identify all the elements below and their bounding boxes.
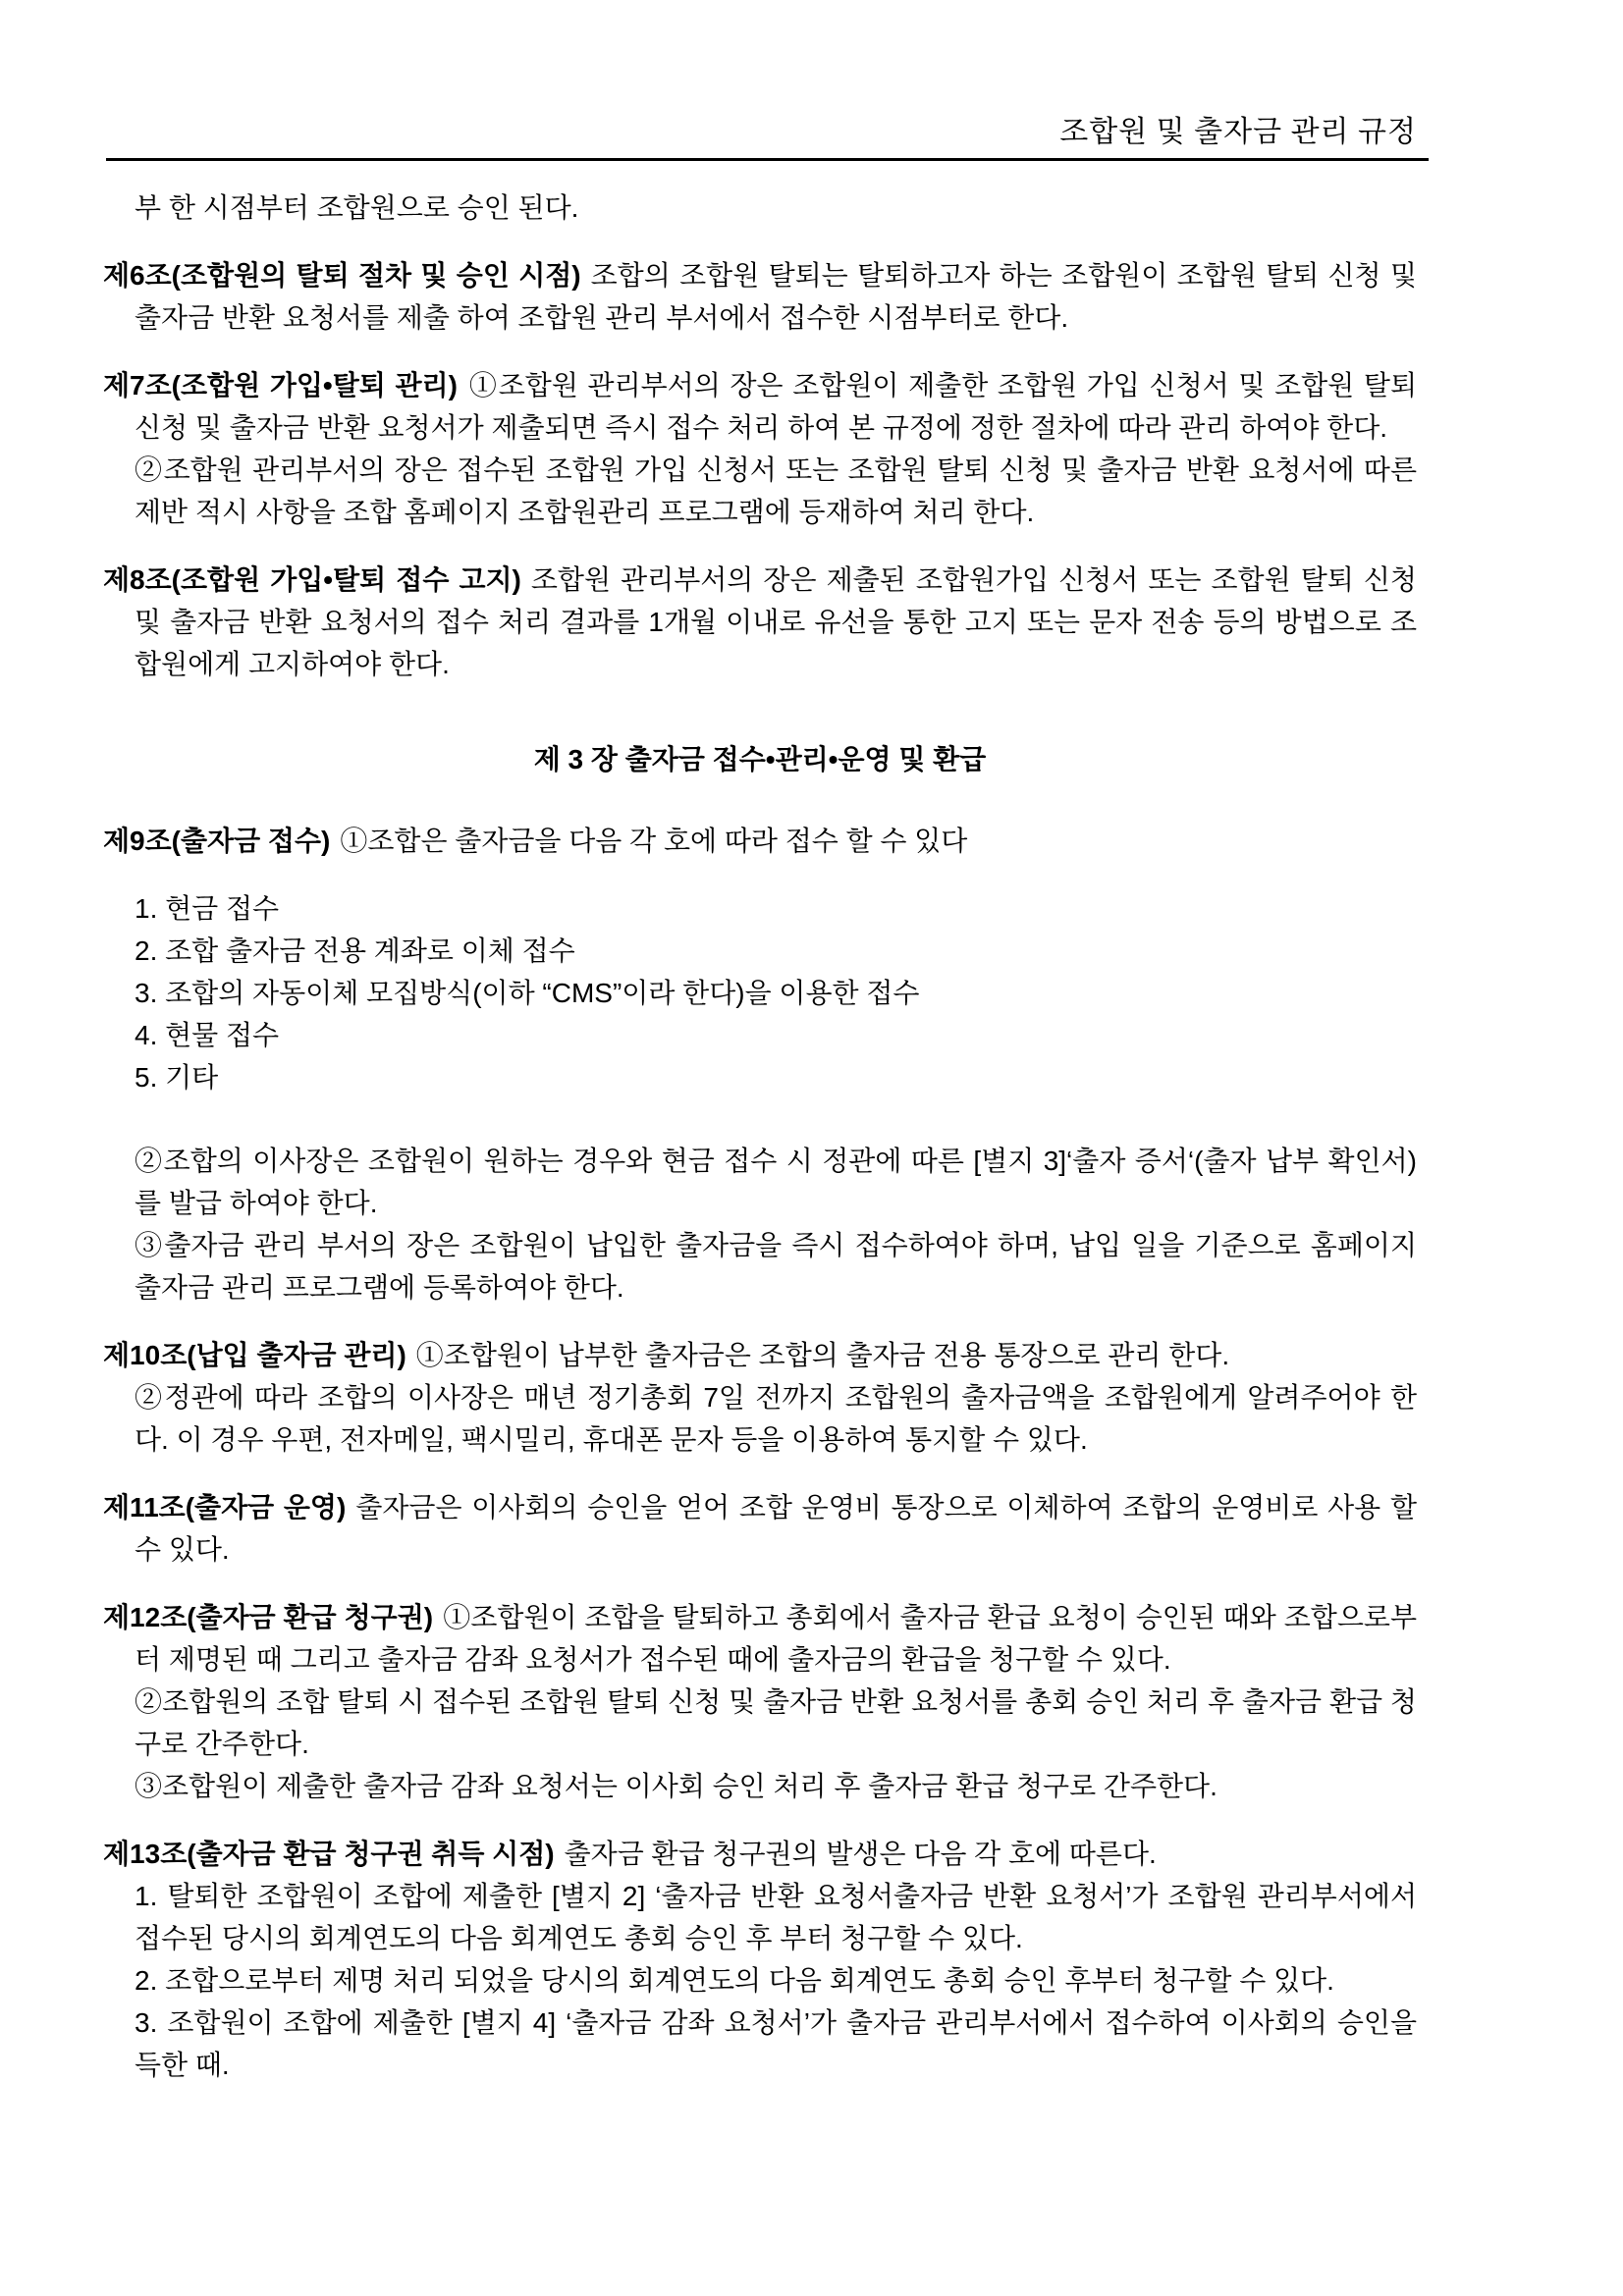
continuation-paragraph-text: 부 한 시점부터 조합원으로 승인 된다. xyxy=(135,192,579,223)
article-9-list-item-1: 1. 현금 접수 xyxy=(135,893,280,924)
header-rule xyxy=(106,158,1429,161)
article-13-heading: 제13조(출자금 환급 청구권 취득 시점) xyxy=(103,1839,555,1869)
article-13-text: 출자금 환급 청구권의 발생은 다음 각 호에 따른다. xyxy=(564,1839,1157,1869)
article-8-paragraph xyxy=(103,559,1417,685)
article-9-paragraph-1 xyxy=(103,820,1417,862)
article-12-paragraph-3: ③조합원이 제출한 출자금 감좌 요청서는 이사회 승인 처리 후 출자금 환급 청구로 간주한다. xyxy=(135,1771,1217,1801)
article-12-text: ①조합원이 조합을 탈퇴하고 총회에서 출자금 환급 요청이 승인된 때와 조합으로부터 제명된 때 그리고 출자금 감좌 요청서가 접수된 때에 출자금의 환급을 청구할 수 있다. xyxy=(135,1602,1417,1675)
article-12-heading: 제12조(출자금 환급 청구권) xyxy=(103,1602,434,1632)
article-7-heading: 제7조(조합원 가입•탈퇴 관리) xyxy=(103,370,458,400)
article-10-text: ①조합원이 납부한 출자금은 조합의 출자금 전용 통장으로 관리 한다. xyxy=(415,1340,1230,1370)
article-11-heading: 제11조(출자금 운영) xyxy=(103,1492,347,1522)
article-7-paragraph-1 xyxy=(103,364,1417,449)
chapter-3-heading: 제 3 장 출자금 접수•관리•운영 및 환급 xyxy=(533,744,987,774)
article-7-paragraph-2: ②조합원 관리부서의 장은 접수된 조합원 가입 신청서 또는 조합원 탈퇴 신청 및 출자금 반환 요청서에 따른 제반 적시 사항을 조합 홈페이지 조합원관리 프로그램에 등재하여 처리 한다. xyxy=(135,454,1417,527)
article-6-paragraph xyxy=(103,254,1417,339)
article-10-heading: 제10조(납입 출자금 관리) xyxy=(103,1340,406,1370)
article-12-paragraph-1 xyxy=(103,1596,1417,1681)
article-8-text: 조합원 관리부서의 장은 제출된 조합원가입 신청서 또는 조합원 탈퇴 신청 및 출자금 반환 요청서의 접수 처리 결과를 1개월 이내로 유선을 통한 고지 또는 문자 전송 등의 방법으로 조합원에게 고지하여야 한다. xyxy=(135,564,1417,679)
article-10-paragraph-1 xyxy=(103,1334,1417,1376)
article-10 xyxy=(103,1334,1417,1461)
article-9-paragraph-3: ③출자금 관리 부서의 장은 조합원이 납입한 출자금을 즉시 접수하여야 하며, 납입 일을 기준으로 홈페이지 출자금 관리 프로그램에 등록하여야 한다. xyxy=(135,1230,1417,1303)
article-7 xyxy=(103,364,1417,533)
article-10-paragraph-2: ②정관에 따라 조합의 이사장은 매년 정기총회 7일 전까지 조합원의 출자금액을 조합원에게 알려주어야 한다. 이 경우 우편, 전자메일, 팩시밀리, 휴대폰 문자 등을 이용하여 통지할 수 있다. xyxy=(135,1382,1417,1455)
article-8 xyxy=(103,559,1417,685)
article-9 xyxy=(103,820,1417,1308)
article-13-paragraph-1 xyxy=(103,1833,1417,1875)
page-header-title: 조합원 및 출자금 관리 규정 xyxy=(1059,116,1417,148)
article-13-list-item-3: 3. 조합원이 조합에 제출한 [별지 4] ‘출자금 감좌 요청서’가 출자금 관리부서에서 접수하여 이사회의 승인을 득한 때. xyxy=(135,2007,1417,2080)
article-9-paragraph-2: ②조합의 이사장은 조합원이 원하는 경우와 현금 접수 시 정관에 따른 [별지 3]‘출자 증서‘(출자 납부 확인서)를 발급 하여야 한다. xyxy=(135,1146,1417,1218)
document-content xyxy=(103,116,1417,2086)
article-13-list-item-1: 1. 탈퇴한 조합원이 조합에 제출한 [별지 2] ‘출자금 반환 요청서출자금 반환 요청서’가 조합원 관리부서에서 접수된 당시의 회계연도의 다음 회계연도 총회 승인 후 부터 청구할 수 있다. xyxy=(135,1881,1417,1953)
article-6-text: 조합의 조합원 탈퇴는 탈퇴하고자 하는 조합원이 조합원 탈퇴 신청 및 출자금 반환 요청서를 제출 하여 조합원 관리 부서에서 접수한 시점부터로 한다. xyxy=(135,260,1417,333)
article-12-paragraph-2: ②조합원의 조합 탈퇴 시 접수된 조합원 탈퇴 신청 및 출자금 반환 요청서를 총회 승인 처리 후 출자금 환급 청구로 간주한다. xyxy=(135,1686,1417,1759)
article-11-text: 출자금은 이사회의 승인을 얻어 조합 운영비 통장으로 이체하여 조합의 운영비로 사용 할 수 있다. xyxy=(135,1492,1417,1565)
article-6 xyxy=(103,254,1417,339)
article-9-list-item-4: 4. 현물 접수 xyxy=(135,1020,280,1050)
article-9-list xyxy=(103,887,1417,1098)
article-7-text: ①조합원 관리부서의 장은 조합원이 제출한 조합원 가입 신청서 및 조합원 탈퇴 신청 및 출자금 반환 요청서가 제출되면 즉시 접수 처리 하여 본 규정에 정한 절차에 따라 관리 하여야 한다. xyxy=(135,370,1417,443)
article-11-paragraph xyxy=(103,1486,1417,1571)
article-9-heading: 제9조(출자금 접수) xyxy=(103,826,331,856)
article-9-list-item-5: 5. 기타 xyxy=(135,1062,219,1093)
article-11 xyxy=(103,1486,1417,1571)
article-9-list-item-2: 2. 조합 출자금 전용 계좌로 이체 접수 xyxy=(135,935,575,966)
article-13-list-item-2: 2. 조합으로부터 제명 처리 되었을 당시의 회계연도의 다음 회계연도 총회 승인 후부터 청구할 수 있다. xyxy=(135,1965,1334,1996)
article-12 xyxy=(103,1596,1417,1807)
article-8-heading: 제8조(조합원 가입•탈퇴 접수 고지) xyxy=(103,564,521,595)
article-9-text: ①조합은 출자금을 다음 각 호에 따라 접수 할 수 있다 xyxy=(340,826,968,856)
continuation-paragraph xyxy=(103,187,1417,229)
article-6-heading: 제6조(조합원의 탈퇴 절차 및 승인 시점) xyxy=(103,260,581,291)
article-13 xyxy=(103,1833,1417,2086)
article-9-list-item-3: 3. 조합의 자동이체 모집방식(이하 “CMS”이라 한다)을 이용한 접수 xyxy=(135,978,920,1008)
